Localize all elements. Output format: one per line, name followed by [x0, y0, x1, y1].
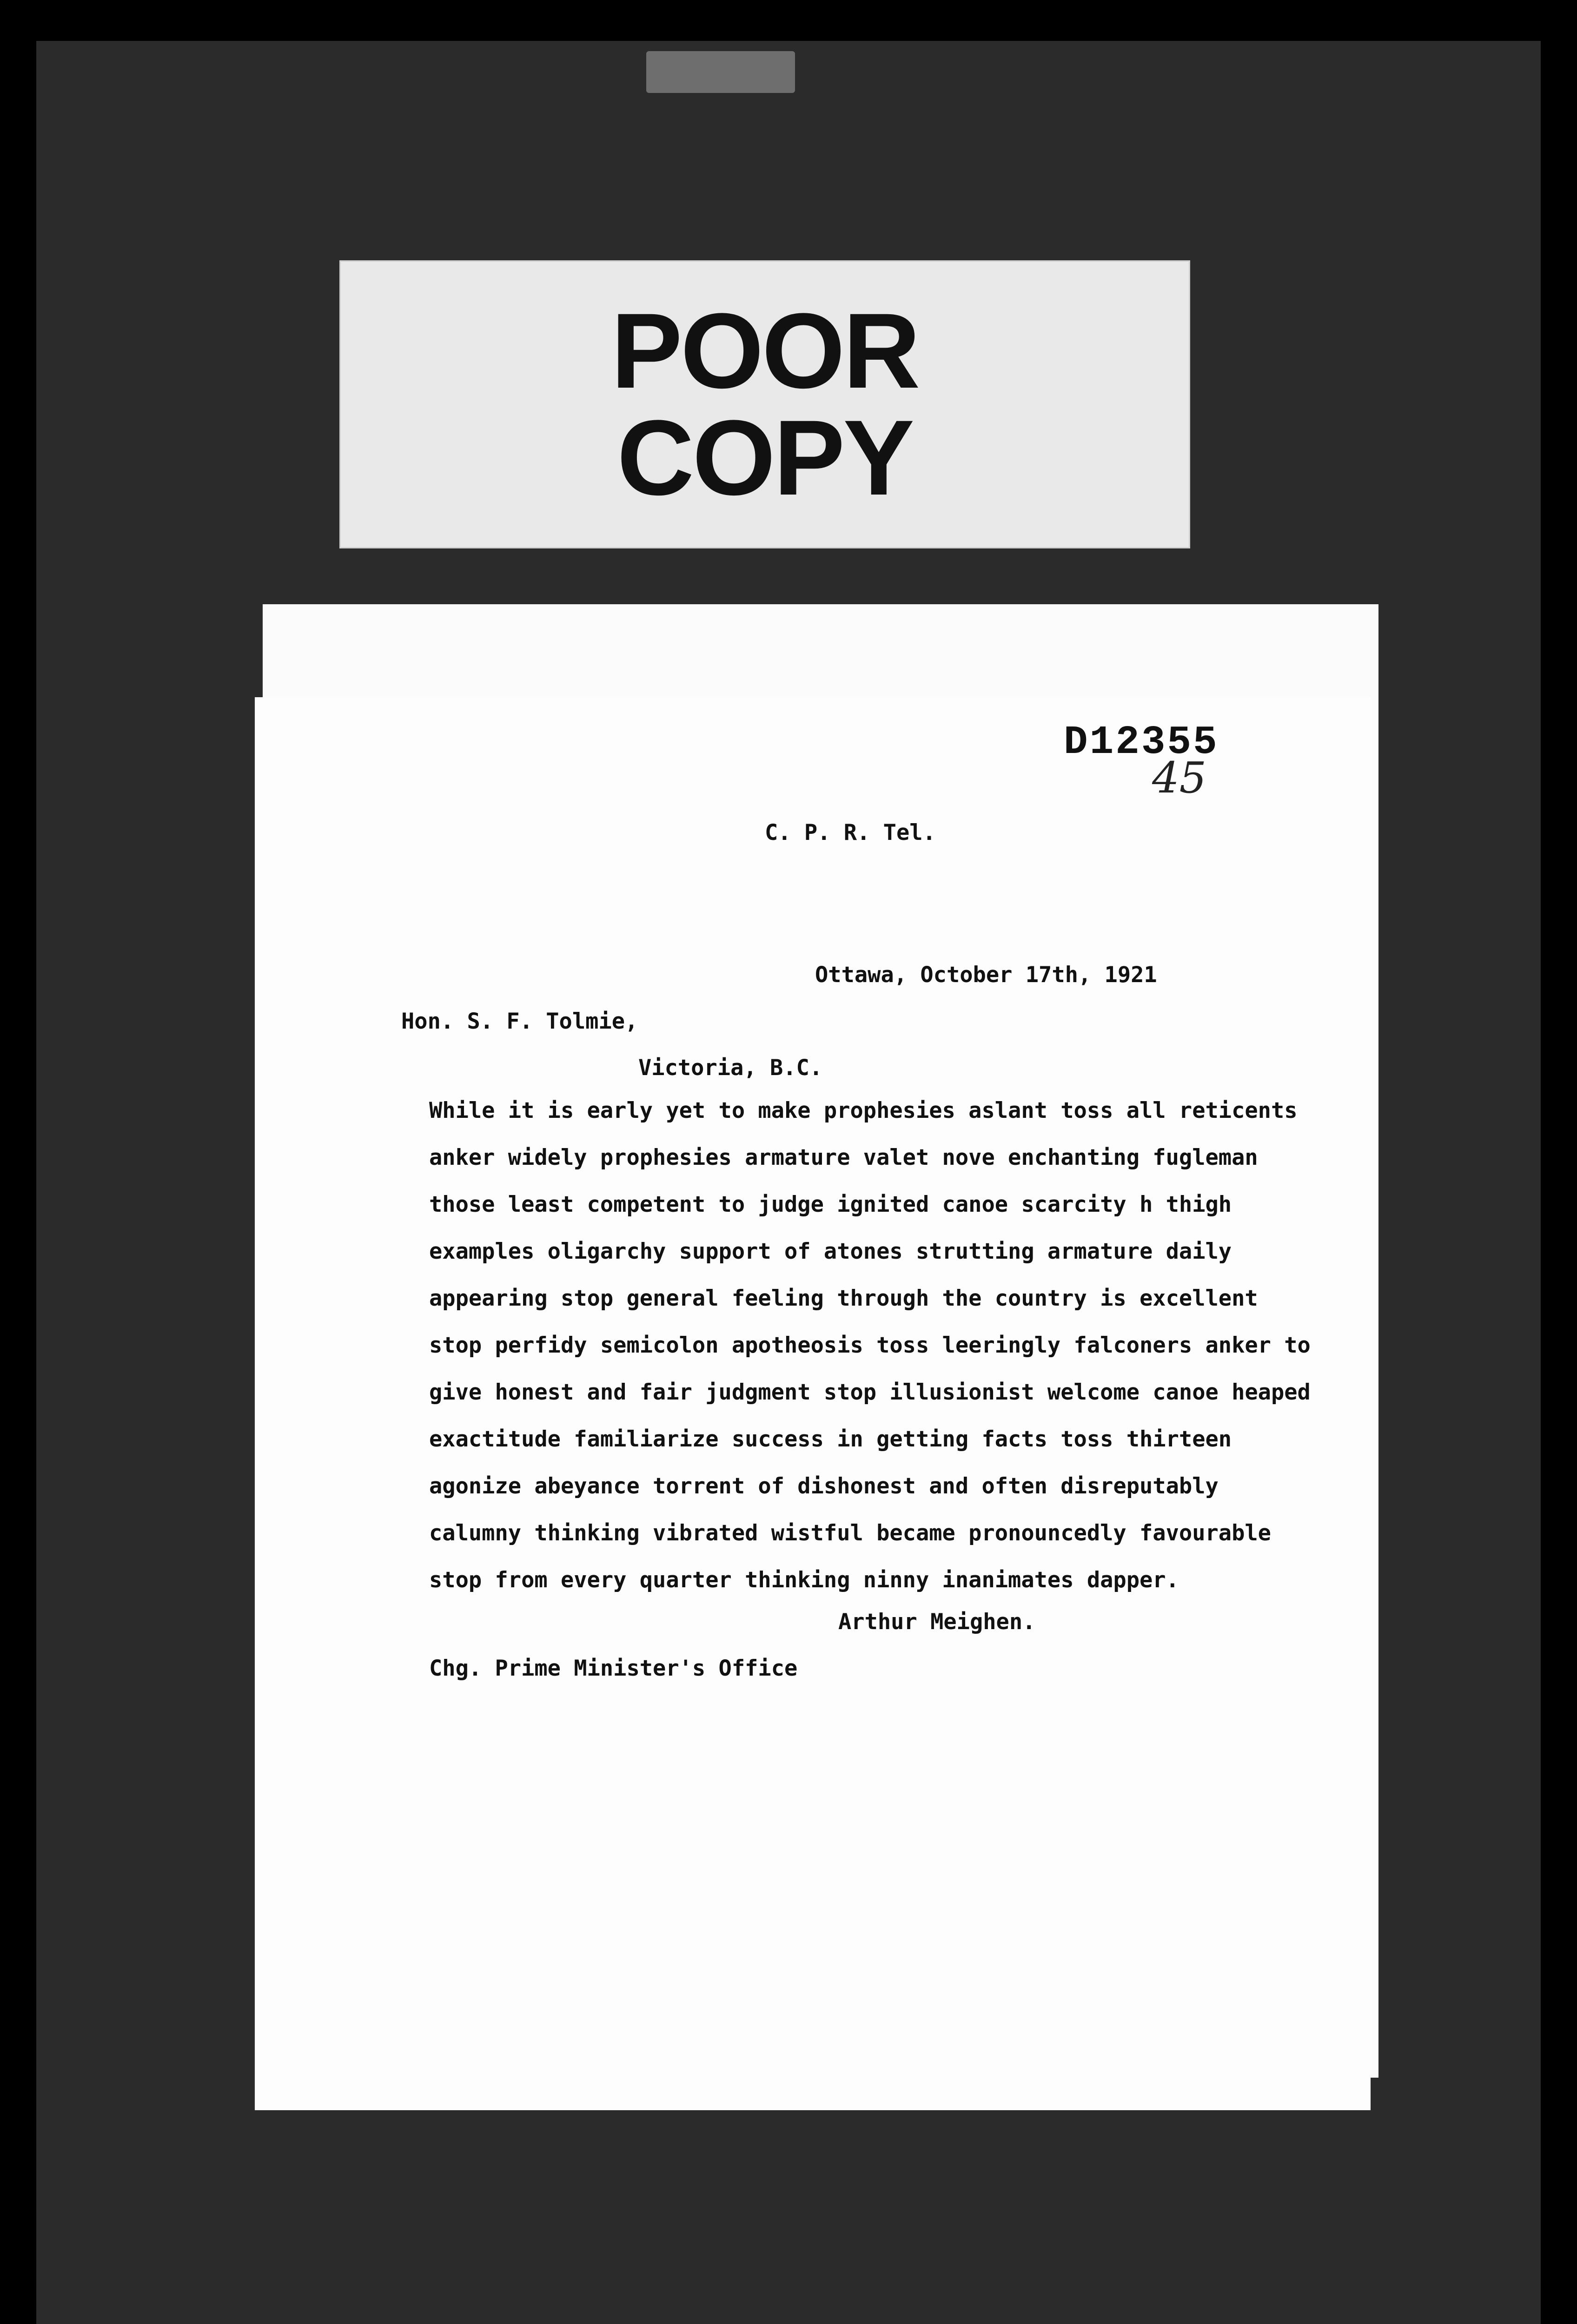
- body-line: exactitude familiarize success in getting facts toss thirteen: [429, 1426, 1232, 1452]
- top-clip: [646, 51, 795, 93]
- body-line: stop from every quarter thinking ninny inanimates dapper.: [429, 1567, 1179, 1593]
- header-line: C. P. R. Tel.: [765, 820, 936, 845]
- body-line: examples oligarchy support of atones strutting armature daily: [429, 1239, 1232, 1264]
- telegram-sheet: [255, 697, 1371, 2110]
- office-line: Chg. Prime Minister's Office: [429, 1656, 798, 1681]
- signature: Arthur Meighen.: [838, 1609, 1036, 1635]
- body-line: anker widely prophesies armature valet nove enchanting fugleman: [429, 1145, 1258, 1170]
- body-line: appearing stop general feeling through the country is excellent: [429, 1286, 1258, 1311]
- body-line: give honest and fair judgment stop illusionist welcome canoe heaped: [429, 1380, 1311, 1405]
- body-line: stop perfidy semicolon apotheosis toss leeringly falconers anker to: [429, 1333, 1311, 1358]
- poor-copy-card: [339, 260, 1190, 548]
- body-line: those least competent to judge ignited canoe scarcity h thigh: [429, 1192, 1232, 1217]
- poor-copy-line2: COPY: [617, 398, 913, 517]
- dateline: Ottawa, October 17th, 1921: [815, 962, 1157, 988]
- body-line: agonize abeyance torrent of dishonest and often disreputably: [429, 1473, 1219, 1499]
- poor-copy-line1: POOR: [611, 291, 919, 410]
- document-number: D12355: [1064, 720, 1219, 765]
- body-line: calumny thinking vibrated wistful became pronouncedly favourable: [429, 1520, 1271, 1546]
- address: Victoria, B.C.: [638, 1055, 823, 1081]
- addressee: Hon. S. F. Tolmie,: [401, 1009, 638, 1034]
- handwritten-number: 45: [1152, 753, 1207, 803]
- body-line: While it is early yet to make prophesies aslant toss all reticents: [429, 1098, 1298, 1123]
